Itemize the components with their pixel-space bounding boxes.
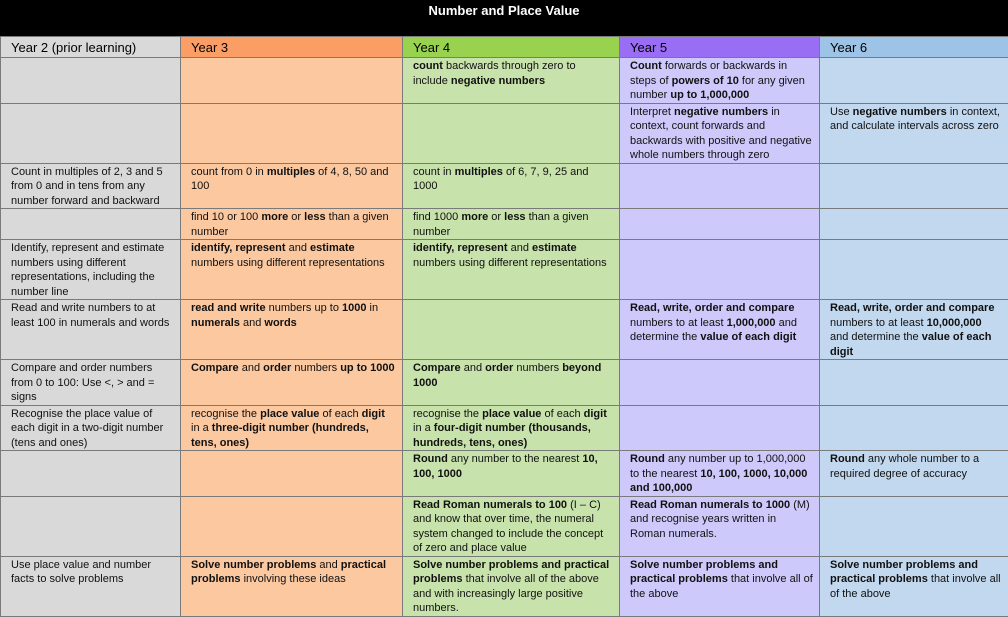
cell-year-5 [620,360,820,406]
cell-year-4: find 1000 more or less than a given number [403,209,620,240]
cell-year-2: Compare and order numbers from 0 to 100: Use <, > and = signs [1,360,181,406]
cell-year-6: Round any whole number to a required degree of accuracy [820,451,1008,497]
cell-year-4: count in multiples of 6, 7, 9, 25 and 1000 [403,163,620,209]
cell-year-5: Read, write, order and compare numbers to at least 1,000,000 and determine the value of each digit [620,300,820,360]
cell-year-2: Use place value and number facts to solve problems [1,556,181,616]
cell-year-5: Interpret negative numbers in context, count forwards and backwards with positive and negative whole numbers through zero [620,103,820,163]
cell-year-3: find 10 or 100 more or less than a given number [181,209,403,240]
table-row [1,405,1008,451]
cell-year-5 [620,240,820,300]
cell-year-6 [820,163,1008,209]
cell-year-3: read and write numbers up to 1000 in numerals and words [181,300,403,360]
table-row [1,496,1008,556]
cell-year-3 [181,58,403,104]
cell-year-2 [1,209,181,240]
cell-year-3: identify, represent and estimate numbers using different representations [181,240,403,300]
cell-year-5: Count forwards or backwards in steps of powers of 10 for any given number up to 1,000,000 [620,58,820,104]
cell-year-5 [620,163,820,209]
cell-year-2: Read and write numbers to at least 100 in numerals and words [1,300,181,360]
cell-year-6 [820,360,1008,406]
header-year-3: Year 3 [181,37,403,58]
header-year-6: Year 6 [820,37,1008,58]
cell-year-3: recognise the place value of each digit in a three-digit number (hundreds, tens, ones) [181,405,403,451]
cell-year-3: Compare and order numbers up to 1000 [181,360,403,406]
cell-year-4: recognise the place value of each digit in a four-digit number (thousands, hundreds, tens, ones) [403,405,620,451]
cell-year-6: Read, write, order and compare numbers to at least 10,000,000 and determine the value of each digit [820,300,1008,360]
cell-year-3 [181,451,403,497]
cell-year-4: identify, represent and estimate numbers using different representations [403,240,620,300]
cell-year-5 [620,405,820,451]
cell-year-6 [820,496,1008,556]
sheet-title: Number and Place Value [0,0,1008,36]
cell-year-3: Solve number problems and practical problems involving these ideas [181,556,403,616]
cell-year-6 [820,240,1008,300]
table-row [1,451,1008,497]
cell-year-4 [403,103,620,163]
header-year-5: Year 5 [620,37,820,58]
cell-year-4 [403,300,620,360]
table-row [1,300,1008,360]
cell-year-4: Read Roman numerals to 100 (I – C) and know that over time, the numeral system changed to include the concept of zero and place value [403,496,620,556]
table-row [1,103,1008,163]
cell-year-2: Recognise the place value of each digit in a two-digit number (tens and ones) [1,405,181,451]
table-row [1,556,1008,616]
cell-year-5: Round any number up to 1,000,000 to the nearest 10, 100, 1000, 10,000 and 100,000 [620,451,820,497]
cell-year-2: Identify, represent and estimate numbers using different representations, including the number line [1,240,181,300]
cell-year-2 [1,496,181,556]
cell-year-2 [1,58,181,104]
cell-year-5 [620,209,820,240]
cell-year-4: Round any number to the nearest 10, 100, 1000 [403,451,620,497]
header-year-2: Year 2 (prior learning) [1,37,181,58]
cell-year-4: count backwards through zero to include negative numbers [403,58,620,104]
cell-year-3 [181,103,403,163]
cell-year-5: Read Roman numerals to 1000 (M) and recognise years written in Roman numerals. [620,496,820,556]
cell-year-6 [820,209,1008,240]
cell-year-3 [181,496,403,556]
cell-year-3: count from 0 in multiples of 4, 8, 50 and 100 [181,163,403,209]
cell-year-2 [1,451,181,497]
table-row [1,240,1008,300]
header-row [1,37,1008,58]
table-row [1,360,1008,406]
cell-year-6 [820,405,1008,451]
table-row [1,163,1008,209]
progression-table [0,36,1008,617]
cell-year-2: Count in multiples of 2, 3 and 5 from 0 and in tens from any number forward and backward [1,163,181,209]
header-year-4: Year 4 [403,37,620,58]
cell-year-2 [1,103,181,163]
cell-year-4: Solve number problems and practical problems that involve all of the above and with increasingly large positive numbers. [403,556,620,616]
table-row [1,58,1008,104]
cell-year-4: Compare and order numbers beyond 1000 [403,360,620,406]
table-row [1,209,1008,240]
cell-year-6 [820,58,1008,104]
cell-year-6: Use negative numbers in context, and calculate intervals across zero [820,103,1008,163]
cell-year-6: Solve number problems and practical problems that involve all of the above [820,556,1008,616]
cell-year-5: Solve number problems and practical problems that involve all of the above [620,556,820,616]
